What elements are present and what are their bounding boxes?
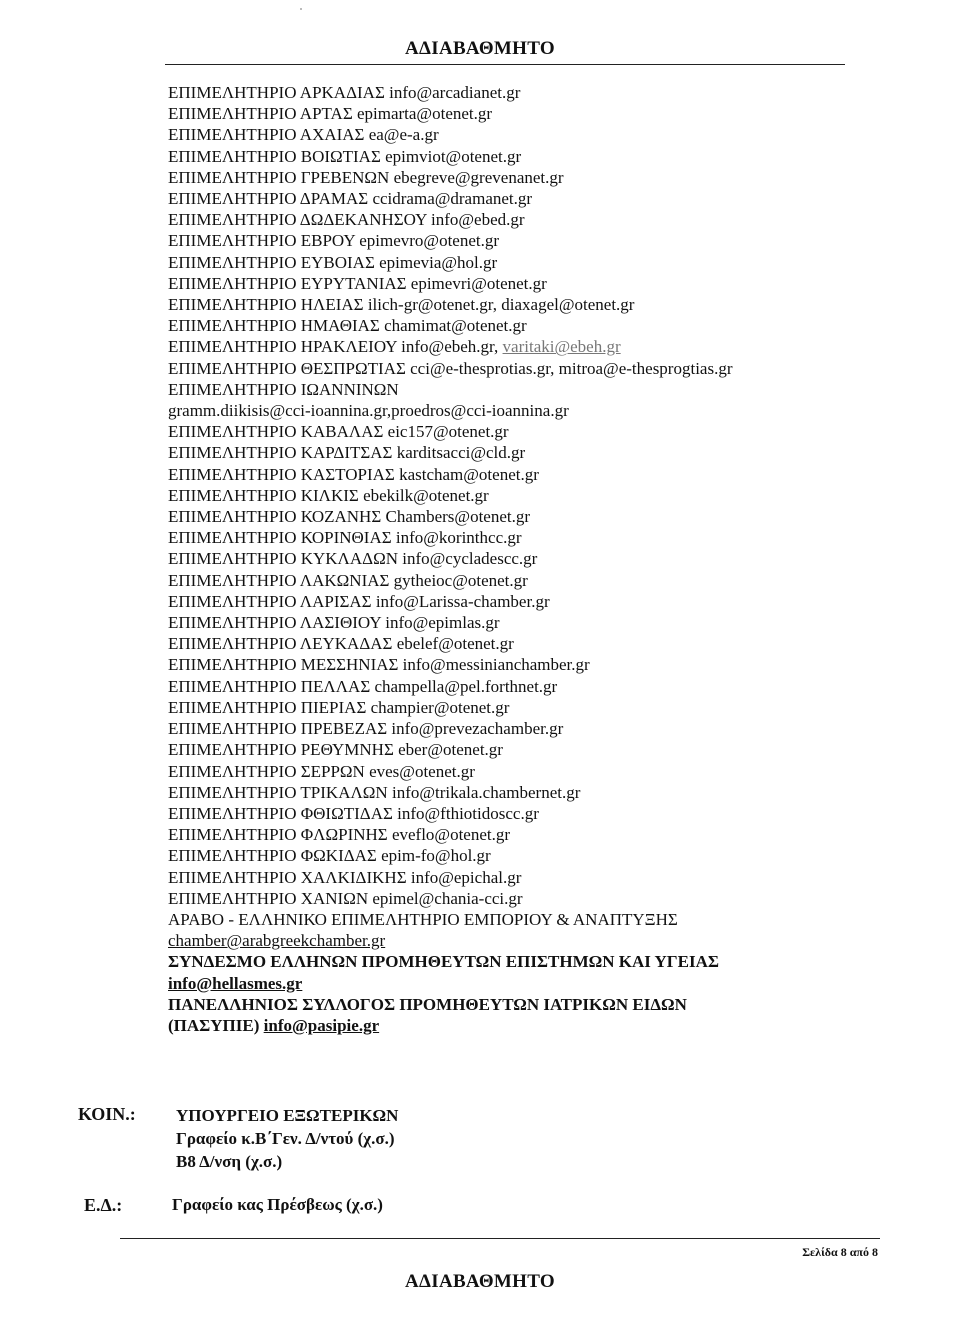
recipient-line — [168, 739, 828, 760]
recipient-email: cci@e-thesprotias.gr, mitroa@e-thesprogtias.gr — [410, 358, 733, 378]
recipient-email: gramm.diikisis@cci-ioannina.gr,proedros@cci-ioannina.gr — [168, 401, 569, 421]
recipient-email: info@cycladescc.gr — [402, 549, 538, 569]
org-arab-greek-name: ΑΡΑΒΟ - ΕΛΛΗΝΙΚΟ ΕΠΙΜΕΛΗΤΗΡΙΟ ΕΜΠΟΡΙΟΥ & ΑΝΑΠΤΥΞΗΣ — [168, 909, 678, 929]
recipient-email: chamimat@otenet.gr — [384, 316, 527, 336]
recipient-name: ΕΠΙΜΕΛΗΤΗΡΙΟ ΠΙΕΡΙΑΣ — [168, 697, 367, 717]
recipient-email: ebekilk@otenet.gr — [363, 485, 489, 505]
recipient-name: ΕΠΙΜΕΛΗΤΗΡΙΟ ΙΩΑΝΝΙΝΩΝ — [168, 379, 399, 399]
recipient-name: ΕΠΙΜΕΛΗΤΗΡΙΟ ΛΕΥΚΑΔΑΣ — [168, 634, 393, 654]
recipient-email: info@epimlas.gr — [385, 613, 500, 633]
recipient-line — [168, 167, 828, 188]
koin-line: Γραφείο κ.Β΄Γεν. Δ/ντού (χ.σ.) — [176, 1129, 395, 1148]
recipient-line — [168, 570, 828, 591]
recipient-name: ΕΠΙΜΕΛΗΤΗΡΙΟ ΦΩΚΙΔΑΣ — [168, 846, 377, 866]
recipient-name: ΕΠΙΜΕΛΗΤΗΡΙΟ ΠΡΕΒΕΖΑΣ — [168, 719, 388, 739]
recipient-email: kastcham@otenet.gr — [399, 464, 539, 484]
recipient-email: info@fthiotidoscc.gr — [397, 803, 539, 823]
recipient-line — [168, 230, 828, 251]
recipient-email: ilich-gr@otenet.gr, diaxagel@otenet.gr — [367, 295, 635, 315]
recipient-email: champier@otenet.gr — [370, 697, 510, 717]
recipient-line — [168, 273, 828, 294]
recipient-email: ebegreve@grevenanet.gr — [393, 167, 564, 187]
recipient-line — [168, 761, 828, 782]
recipient-email: epimviot@otenet.gr — [385, 146, 522, 166]
recipient-name: ΕΠΙΜΕΛΗΤΗΡΙΟ ΘΕΣΠΡΩΤΙΑΣ — [168, 358, 406, 378]
recipient-line — [168, 124, 828, 145]
org-email-link[interactable]: info@hellasmes.gr — [168, 973, 303, 993]
recipient-name: ΕΠΙΜΕΛΗΤΗΡΙΟ ΓΡΕΒΕΝΩΝ — [168, 167, 390, 187]
org-syndesmos-email — [168, 973, 828, 994]
org-pasypie-line — [168, 1015, 828, 1036]
recipient-name: ΕΠΙΜΕΛΗΤΗΡΙΟ ΚΟΡΙΝΘΙΑΣ — [168, 528, 392, 548]
recipient-line — [168, 103, 828, 124]
recipient-email: champella@pel.forthnet.gr — [374, 676, 558, 696]
recipient-name: ΕΠΙΜΕΛΗΤΗΡΙΟ ΛΑΣΙΘΙΟΥ — [168, 613, 381, 633]
org-arab-greek-email — [168, 930, 828, 951]
recipient-email: info@ebeh.gr, — [401, 337, 499, 357]
recipient-line — [168, 82, 828, 103]
recipient-email: info@trikala.chambernet.gr — [391, 782, 581, 802]
recipient-name: ΕΠΙΜΕΛΗΤΗΡΙΟ ΚΟΖΑΝΗΣ — [168, 507, 382, 527]
org-pasypie-name: ΠΑΝΕΛΛΗΝΙΟΣ ΣΥΛΛΟΓΟΣ ΠΡΟΜΗΘΕΥΤΩΝ ΙΑΤΡΙΚΩΝ ΕΙΔΩΝ — [168, 994, 687, 1014]
recipient-line — [168, 697, 828, 718]
recipient-email: epimevro@otenet.gr — [359, 231, 500, 251]
recipient-email: info@korinthcc.gr — [395, 528, 522, 548]
recipient-email: info@prevezachamber.gr — [391, 719, 564, 739]
recipient-line — [168, 188, 828, 209]
recipient-line — [168, 485, 828, 506]
recipient-name: ΕΠΙΜΕΛΗΤΗΡΙΟ ΣΕΡΡΩΝ — [168, 761, 365, 781]
recipient-email: Chambers@otenet.gr — [385, 507, 531, 527]
recipient-name: ΕΠΙΜΕΛΗΤΗΡΙΟ ΔΡΑΜΑΣ — [168, 189, 369, 209]
recipient-line — [168, 676, 828, 697]
recipient-line — [168, 294, 828, 315]
recipient-line — [168, 718, 828, 739]
recipient-name: ΕΠΙΜΕΛΗΤΗΡΙΟ ΕΥΒΟΙΑΣ — [168, 252, 375, 272]
recipient-line — [168, 400, 828, 421]
recipient-line — [168, 888, 828, 909]
recipient-name: ΕΠΙΜΕΛΗΤΗΡΙΟ ΗΛΕΙΑΣ — [168, 295, 364, 315]
internal-distribution-label: Ε.Δ.: — [84, 1195, 123, 1215]
recipient-email: epim-fo@hol.gr — [381, 846, 491, 866]
recipient-email-link[interactable]: varitaki@ebeh.gr — [502, 337, 621, 357]
recipient-line — [168, 464, 828, 485]
recipient-email: info@ebed.gr — [431, 210, 525, 230]
recipient-name: ΕΠΙΜΕΛΗΤΗΡΙΟ ΦΘΙΩΤΙΔΑΣ — [168, 803, 393, 823]
recipient-name: ΕΠΙΜΕΛΗΤΗΡΙΟ ΚΥΚΛΑΔΩΝ — [168, 549, 399, 569]
recipient-email: ea@e-a.gr — [368, 125, 439, 145]
recipient-email: gytheioc@otenet.gr — [393, 570, 528, 590]
recipient-line — [168, 527, 828, 548]
koin-recipients — [176, 1104, 398, 1173]
recipient-name: ΕΠΙΜΕΛΗΤΗΡΙΟ ΡΕΘΥΜΝΗΣ — [168, 740, 394, 760]
recipient-name: ΕΠΙΜΕΛΗΤΗΡΙΟ ΕΒΡΟΥ — [168, 231, 355, 251]
footer-divider — [120, 1238, 880, 1239]
header-divider — [165, 64, 845, 65]
recipient-name: ΕΠΙΜΕΛΗΤΗΡΙΟ ΧΑΝΙΩΝ — [168, 888, 369, 908]
recipient-name: ΕΠΙΜΕΛΗΤΗΡΙΟ ΔΩΔΕΚΑΝΗΣΟΥ — [168, 210, 427, 230]
recipient-line — [168, 803, 828, 824]
recipient-email: epimarta@otenet.gr — [356, 104, 493, 124]
recipient-email: karditsacci@cld.gr — [396, 443, 526, 463]
recipient-name: ΕΠΙΜΕΛΗΤΗΡΙΟ ΧΑΛΚΙΔΙΚΗΣ — [168, 867, 407, 887]
internal-distribution-text: Γραφείο κας Πρέσβεως (χ.σ.) — [172, 1195, 383, 1214]
recipient-email: info@messinianchamber.gr — [402, 655, 590, 675]
recipient-email: info@arcadianet.gr — [389, 83, 521, 102]
recipient-line — [168, 824, 828, 845]
recipient-email: eveflo@otenet.gr — [391, 825, 511, 845]
koin-label: ΚΟΙΝ.: — [78, 1104, 136, 1124]
classification-header: ΑΔΙΑΒΑΘΜΗΤΟ — [405, 38, 555, 59]
recipient-name: ΕΠΙΜΕΛΗΤΗΡΙΟ ΤΡΙΚΑΛΩΝ — [168, 782, 388, 802]
recipient-name: ΕΠΙΜΕΛΗΤΗΡΙΟ ΜΕΣΣΗΝΙΑΣ — [168, 655, 399, 675]
recipient-line — [168, 146, 828, 167]
recipient-name: ΕΠΙΜΕΛΗΤΗΡΙΟ ΑΡΚΑΔΙΑΣ — [168, 83, 385, 102]
recipient-email: eber@otenet.gr — [398, 740, 503, 760]
recipient-email: epimevri@otenet.gr — [410, 273, 547, 293]
recipient-name: ΕΠΙΜΕΛΗΤΗΡΙΟ ΛΑΡΙΣΑΣ — [168, 591, 372, 611]
recipient-name: ΕΠΙΜΕΛΗΤΗΡΙΟ ΑΡΤΑΣ — [168, 104, 353, 124]
recipient-email: epimevia@hol.gr — [379, 252, 498, 272]
recipient-email: ebelef@otenet.gr — [396, 634, 514, 654]
recipient-line — [168, 336, 828, 357]
recipient-line — [168, 633, 828, 654]
org-email-link[interactable]: info@pasipie.gr — [263, 1015, 380, 1035]
recipient-line — [168, 867, 828, 888]
org-syndesmos-name: ΣΥΝΔΕΣΜΟ ΕΛΛΗΝΩΝ ΠΡΟΜΗΘΕΥΤΩΝ ΕΠΙΣΤΗΜΩΝ ΚΑΙ ΥΓΕΙΑΣ — [168, 952, 719, 972]
recipient-line — [168, 442, 828, 463]
recipient-line — [168, 548, 828, 569]
recipient-line — [168, 591, 828, 612]
recipient-name: ΕΠΙΜΕΛΗΤΗΡΙΟ ΚΑΒΑΛΑΣ — [168, 422, 384, 442]
recipient-line — [168, 654, 828, 675]
recipient-email: eic157@otenet.gr — [387, 422, 509, 442]
recipient-line — [168, 506, 828, 527]
classification-footer: ΑΔΙΑΒΑΘΜΗΤΟ — [405, 1271, 555, 1292]
recipient-name: ΕΠΙΜΕΛΗΤΗΡΙΟ ΦΛΩΡΙΝΗΣ — [168, 825, 388, 845]
recipient-line — [168, 358, 828, 379]
recipient-line — [168, 315, 828, 336]
recipient-email: eves@otenet.gr — [369, 761, 475, 781]
koin-line: ΥΠΟΥΡΓΕΙΟ ΕΞΩΤΕΡΙΚΩΝ — [176, 1106, 399, 1125]
koin-line: Β8 Δ/νση (χ.σ.) — [176, 1152, 283, 1171]
recipient-line — [168, 209, 828, 230]
recipient-name: ΕΠΙΜΕΛΗΤΗΡΙΟ ΒΟΙΩΤΙΑΣ — [168, 146, 381, 166]
recipient-name: ΕΠΙΜΕΛΗΤΗΡΙΟ ΗΡΑΚΛΕΙΟΥ — [168, 337, 397, 357]
recipient-name: ΕΠΙΜΕΛΗΤΗΡΙΟ ΕΥΡΥΤΑΝΙΑΣ — [168, 273, 407, 293]
recipient-line — [168, 421, 828, 442]
recipient-line — [168, 845, 828, 866]
recipient-email: info@epichal.gr — [410, 867, 522, 887]
org-email-link[interactable]: chamber@arabgreekchamber.gr — [168, 931, 386, 951]
recipient-line — [168, 782, 828, 803]
recipient-name: ΕΠΙΜΕΛΗΤΗΡΙΟ ΚΙΛΚΙΣ — [168, 485, 359, 505]
recipient-list — [168, 82, 828, 1036]
recipient-name: ΕΠΙΜΕΛΗΤΗΡΙΟ ΛΑΚΩΝΙΑΣ — [168, 570, 390, 590]
recipient-name: ΕΠΙΜΕΛΗΤΗΡΙΟ ΑΧΑΙΑΣ — [168, 125, 365, 145]
recipient-name: ΕΠΙΜΕΛΗΤΗΡΙΟ ΚΑΡΔΙΤΣΑΣ — [168, 443, 393, 463]
recipient-email: epimel@chania-cci.gr — [372, 888, 523, 908]
recipient-email: ccidrama@dramanet.gr — [372, 189, 533, 209]
recipient-line — [168, 379, 828, 400]
recipient-line — [168, 612, 828, 633]
recipient-email: info@Larissa-chamber.gr — [375, 591, 550, 611]
recipient-name: ΕΠΙΜΕΛΗΤΗΡΙΟ ΚΑΣΤΟΡΙΑΣ — [168, 464, 395, 484]
org-abbreviation: (ΠΑΣΥΠΙΕ) — [168, 1015, 260, 1035]
page-number: Σελίδα 8 από 8 — [802, 1245, 878, 1259]
recipient-name: ΕΠΙΜΕΛΗΤΗΡΙΟ ΠΕΛΛΑΣ — [168, 676, 371, 696]
scan-speck — [300, 8, 302, 10]
recipient-name: ΕΠΙΜΕΛΗΤΗΡΙΟ ΗΜΑΘΙΑΣ — [168, 316, 380, 336]
recipient-line — [168, 252, 828, 273]
